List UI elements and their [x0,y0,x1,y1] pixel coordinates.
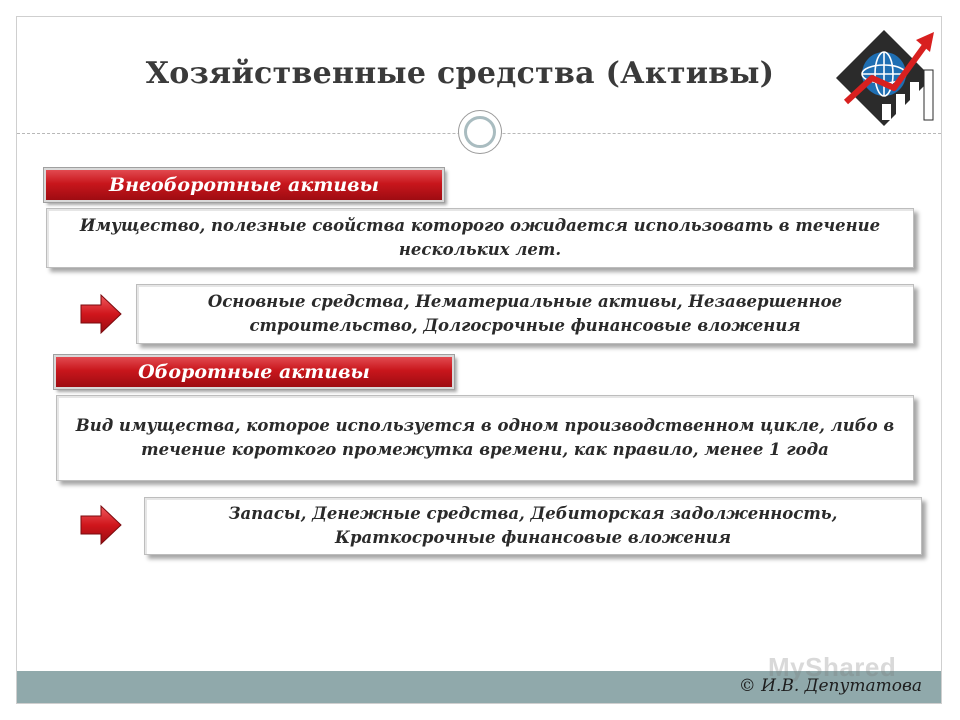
definition-box-current [56,395,914,481]
section-label-current-assets: Оборотные активы [54,355,454,389]
definition-text: Вид имущества, которое используется в одном производственном цикле, либо в течение короткого промежутка времени, как правило, менее 1 года [75,416,895,459]
page-title: Хозяйственные средства (Активы) [145,56,775,91]
examples-text: Запасы, Денежные средства, Дебиторская задолженность, Краткосрочные финансовые вложения [228,504,838,547]
examples-box-noncurrent [136,284,914,344]
red-right-arrow-icon [79,504,123,546]
definition-text: Имущество, полезные свойства которого ожидается использовать в течение нескольких лет. [79,216,881,259]
globe-growth-chart-icon [832,22,942,134]
examples-box-current [144,497,922,555]
title-circle-ornament [458,110,502,154]
section-label-noncurrent-assets: Внеоборотные активы [44,168,444,202]
definition-box-noncurrent [46,208,914,268]
red-right-arrow-icon [79,293,123,335]
watermark-logo: MyShared [768,652,897,682]
examples-text: Основные средства, Нематериальные активы, Незавершенное строительство, Долгосрочные финансовые вложения [207,292,843,335]
copyright-text: © И.В. Депутатова [738,676,922,696]
